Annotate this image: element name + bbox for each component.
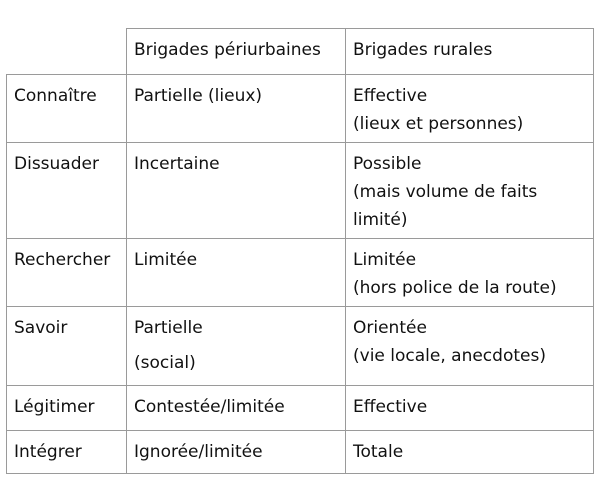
table-row <box>7 307 594 386</box>
table-header-row <box>7 29 594 75</box>
cell-periurbaines: Ignorée/limitée <box>127 431 346 474</box>
row-label: Savoir <box>7 307 127 386</box>
cell-periurbaines: Limitée <box>127 239 346 307</box>
cell-rurales: Possible (mais volume de faits limité) <box>346 143 594 239</box>
cell-rurales: Totale <box>346 431 594 474</box>
header-periurbaines: Brigades périurbaines <box>127 29 346 75</box>
header-rurales: Brigades rurales <box>346 29 594 75</box>
cell-periurbaines: Partielle (lieux) <box>127 75 346 143</box>
cell-rurales: Orientée (vie locale, anecdotes) <box>346 307 594 386</box>
row-label: Connaître <box>7 75 127 143</box>
cell-rurales: Effective (lieux et personnes) <box>346 75 594 143</box>
cell-rurales: Limitée (hors police de la route) <box>346 239 594 307</box>
comparison-table <box>6 28 594 474</box>
table-row <box>7 239 594 307</box>
cell-periurbaines: Contestée/limitée <box>127 386 346 431</box>
cell-periurbaines: Partielle (social) <box>127 307 346 386</box>
cell-rurales: Effective <box>346 386 594 431</box>
row-label: Intégrer <box>7 431 127 474</box>
table-row <box>7 431 594 474</box>
table-row <box>7 75 594 143</box>
header-empty-cell <box>7 29 127 75</box>
cell-periurbaines: Incertaine <box>127 143 346 239</box>
row-label: Légitimer <box>7 386 127 431</box>
table-row <box>7 143 594 239</box>
row-label: Rechercher <box>7 239 127 307</box>
table-row <box>7 386 594 431</box>
row-label: Dissuader <box>7 143 127 239</box>
